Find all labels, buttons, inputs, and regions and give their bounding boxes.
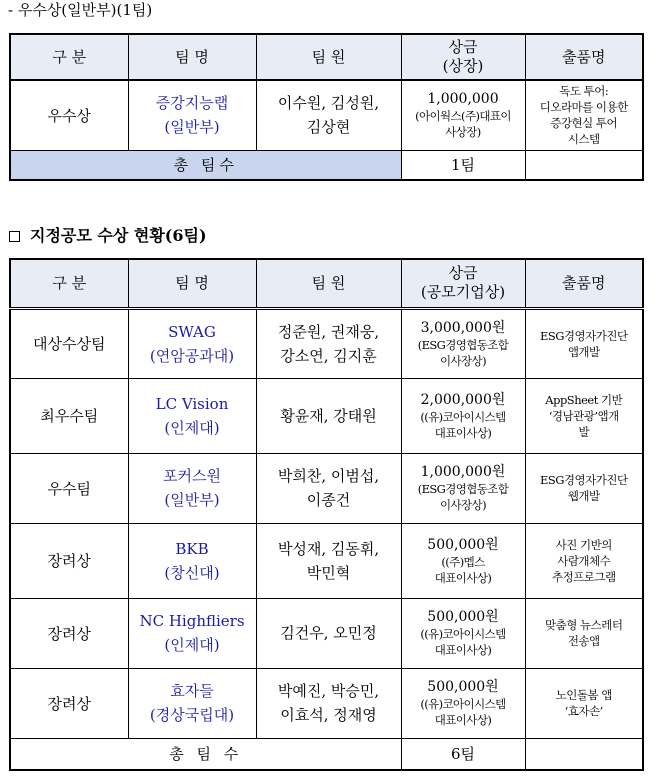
row-product	[525, 598, 643, 668]
row-prize-amount: 500,000원	[427, 609, 499, 625]
row-category: 장려상	[10, 668, 128, 738]
header-product: 출품명	[525, 34, 643, 80]
row-prize	[401, 378, 525, 453]
row-team-name: NC Highfliers	[139, 612, 245, 630]
header-team: 팀 명	[128, 259, 256, 308]
row-product-line1: 사진 기반의	[555, 537, 612, 552]
row-members-line2: 강소연, 김지훈	[280, 346, 377, 365]
row-category: 우수팀	[10, 453, 128, 523]
row-category: 우수상	[10, 80, 128, 150]
row-team-name: 효자들	[170, 682, 214, 700]
row-product-line2: 웹개발	[567, 489, 600, 503]
row-team	[128, 523, 256, 598]
row-prize-line2: (아이웍스(주)대표이	[415, 109, 511, 124]
row-members	[256, 308, 401, 378]
row-product	[525, 80, 643, 150]
row-product-line4: 시스템	[567, 132, 600, 147]
total-label: 총 팀 수	[10, 738, 401, 770]
table-row	[10, 453, 643, 523]
checkbox-icon	[9, 231, 20, 242]
row-prize-amount: 500,000원	[427, 536, 499, 553]
row-team-name: LC Vision	[155, 394, 229, 413]
table-row	[10, 80, 643, 150]
row-product-line2: 전송앱	[567, 634, 600, 648]
row-product-line3: 증강현실 투어	[550, 116, 618, 131]
row-members	[256, 598, 401, 668]
row-team-affiliation: (인제대)	[164, 636, 220, 654]
header-prize-line1: 상금	[448, 38, 478, 56]
total-row	[10, 150, 643, 180]
row-members-line1: 박성재, 김동휘,	[277, 539, 380, 558]
row-team	[128, 453, 256, 523]
row-product	[525, 523, 643, 598]
table-row	[10, 668, 643, 738]
row-team-affiliation: (경상국립대)	[149, 706, 235, 724]
row-product	[525, 308, 643, 378]
row-product	[525, 378, 643, 453]
total-value: 6팀	[401, 738, 525, 770]
row-members-line2: 이종건	[306, 491, 351, 509]
row-prize-amount: 1,000,000	[427, 91, 499, 108]
row-product-line1: AppSheet 기반	[545, 392, 623, 407]
total-row	[10, 738, 643, 770]
row-members-line1: 정준원, 권재웅,	[277, 322, 380, 341]
row-prize-line3: 대표이사상)	[434, 643, 492, 657]
table-row	[10, 308, 643, 378]
header-team: 팀 명	[128, 34, 256, 80]
table-row	[10, 378, 643, 453]
table-row	[10, 523, 643, 598]
row-prize-line2: (ESG경영협동조합	[417, 482, 509, 496]
row-product	[525, 668, 643, 738]
row-prize-amount: 1,000,000원	[420, 464, 506, 480]
row-team-affiliation: (창신대)	[164, 563, 220, 582]
row-prize	[401, 523, 525, 598]
total-empty	[525, 150, 643, 180]
row-team-name: SWAG	[168, 322, 216, 341]
row-team-affiliation: (인제대)	[164, 418, 220, 437]
row-product-line2: 앱개발	[567, 344, 600, 359]
row-members-line2: 박민혁	[306, 563, 351, 582]
row-product-line3: 추정프로그램	[551, 569, 616, 584]
row-team	[128, 668, 256, 738]
row-prize-line2: ((유)코아이시스템	[420, 409, 506, 424]
header-prize-line2: (공모기업상)	[420, 283, 506, 302]
award-table-general	[9, 33, 644, 181]
row-members	[256, 453, 401, 523]
award-table-designated	[9, 258, 644, 771]
header-product: 출품명	[525, 259, 643, 308]
row-members-line1: 이수원, 김성원,	[277, 94, 380, 113]
row-prize-amount: 500,000원	[427, 679, 499, 695]
section2-heading	[9, 226, 207, 246]
section1-caption: - 우수상(일반부)(1팀)	[8, 1, 153, 19]
row-members	[256, 668, 401, 738]
header-prize-line2: (상장)	[442, 57, 484, 75]
row-prize	[401, 598, 525, 668]
row-prize-line2: ((유)코아이시스템	[420, 697, 506, 711]
row-prize-amount: 2,000,000원	[420, 391, 506, 408]
row-team-name: 포커스원	[163, 467, 221, 485]
header-members: 팀 원	[256, 259, 401, 308]
row-prize-line3: 대표이사상)	[434, 713, 492, 727]
row-product-line1: 독도 투어:	[559, 84, 609, 99]
row-members-line2: 이효석, 정재영	[280, 706, 377, 724]
row-members-line2: 김상현	[306, 118, 351, 137]
row-team	[128, 308, 256, 378]
row-prize	[401, 308, 525, 378]
row-prize-line2: ((유)코아이시스템	[420, 627, 506, 641]
row-team-affiliation: (일반부)	[164, 491, 220, 509]
row-prize	[401, 453, 525, 523]
row-prize	[401, 668, 525, 738]
total-value: 1팀	[401, 150, 525, 180]
row-team	[128, 80, 256, 150]
row-members	[256, 378, 401, 453]
row-members	[256, 80, 401, 150]
row-product-line2: ‘경남관광’앱개	[548, 408, 619, 423]
row-members-line1: 박희찬, 이범섭,	[277, 467, 380, 485]
header-category: 구 분	[10, 259, 128, 308]
row-prize-line3: 대표이사상)	[434, 425, 492, 440]
row-product-line2: 디오라마를 이용한	[539, 100, 628, 115]
row-members-line1: 김건우, 오민정	[280, 624, 377, 642]
row-product-line1: ESG경영자가진단	[539, 328, 628, 343]
total-empty	[525, 738, 643, 770]
row-product	[525, 453, 643, 523]
row-team-name: BKB	[175, 539, 209, 558]
header-prize	[401, 34, 525, 80]
header-members: 팀 원	[256, 34, 401, 80]
row-category: 최우수팀	[10, 378, 128, 453]
row-category: 장려상	[10, 523, 128, 598]
row-team-affiliation: (연암공과대)	[149, 346, 235, 365]
row-category: 대상수상팀	[10, 308, 128, 378]
row-team-name: 증강지능랩	[155, 94, 229, 113]
header-category: 구 분	[10, 34, 128, 80]
header-prize	[401, 259, 525, 308]
row-prize-line3: 이사장상)	[440, 498, 486, 512]
row-prize-line2: ((주)멥스	[441, 554, 485, 569]
row-category: 장려상	[10, 598, 128, 668]
row-product-line1: 노인돌봄 앱	[555, 688, 612, 702]
row-product-line1: ESG경영자가진단	[539, 473, 628, 487]
row-members-line1: 박예진, 박승민,	[277, 682, 380, 700]
row-product-line2: ‘효자손’	[564, 704, 603, 718]
row-product-line3: 발	[578, 424, 590, 439]
total-label: 총 팀수	[10, 150, 401, 180]
header-prize-line1: 상금	[448, 264, 478, 283]
row-team	[128, 378, 256, 453]
row-prize	[401, 80, 525, 150]
section2-heading-text: 지정공모 수상 현황(6팀)	[30, 226, 207, 245]
row-prize-line2: (ESG경영협동조합	[417, 337, 509, 352]
row-prize-line3: 이사장상)	[440, 353, 486, 368]
row-product-line2: 사람개체수	[557, 553, 611, 568]
row-members	[256, 523, 401, 598]
table-row	[10, 598, 643, 668]
row-team	[128, 598, 256, 668]
row-members-line1: 황윤재, 강태원	[280, 406, 377, 425]
row-prize-line3: 사상장)	[445, 125, 481, 140]
row-prize-line3: 대표이사상)	[434, 570, 492, 585]
row-product-line1: 맞춤형 뉴스레터	[545, 618, 623, 632]
row-prize-amount: 3,000,000원	[420, 319, 506, 336]
row-team-affiliation: (일반부)	[164, 118, 220, 137]
